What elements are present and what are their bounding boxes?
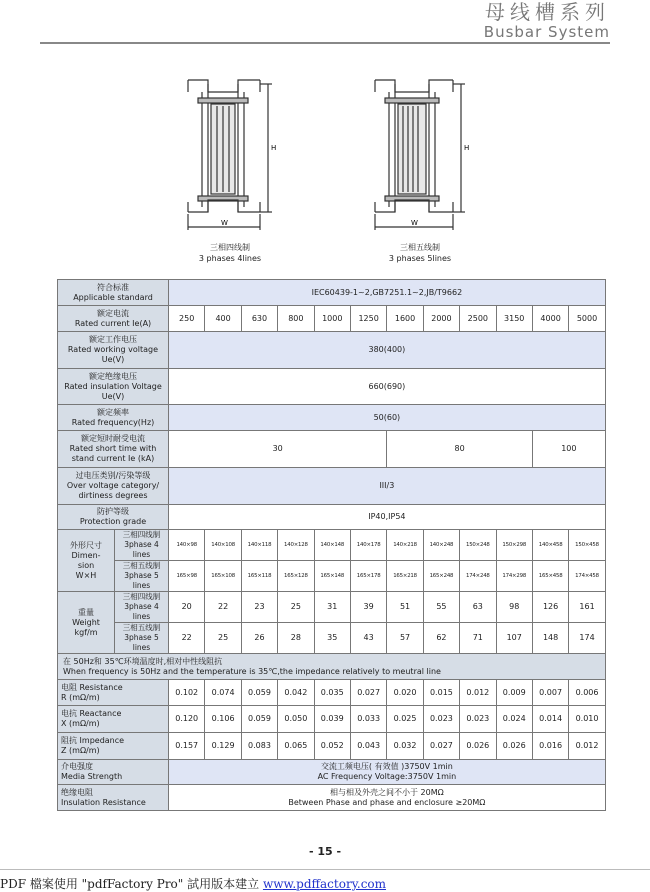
weight-value: 98: [496, 592, 532, 623]
impedance-value: 0.129: [205, 733, 241, 760]
impedance-value: 0.043: [350, 733, 386, 760]
resistance-value: 0.059: [241, 680, 277, 706]
row-frequency: [58, 405, 606, 431]
footer-link[interactable]: www.pdffactory.com: [262, 877, 387, 891]
row-dimension-4-lines: [58, 530, 606, 561]
dimension-value: 165×108: [205, 561, 241, 592]
weight-value: 174: [569, 623, 605, 654]
weight-value: 31: [314, 592, 350, 623]
page-number: - 15 -: [308, 845, 342, 858]
label-overvoltage: 过电压类别/污染等级 Over voltage category/ dirtiness degrees: [58, 468, 169, 505]
dimension-value: 140×128: [278, 530, 314, 561]
resistance-value: 0.035: [314, 680, 350, 706]
row-dimension-5-lines: [58, 561, 606, 592]
dimension-value: 140×218: [387, 530, 423, 561]
caption-en: 3 phases 4lines: [198, 254, 262, 263]
impedance-value: 0.032: [387, 733, 423, 760]
weight-value: 107: [496, 623, 532, 654]
dimension-value: 165×248: [423, 561, 459, 592]
reactance-value: 0.025: [387, 706, 423, 733]
label-dimension-4-lines: 三相四线制 3phase 4 lines: [115, 530, 169, 561]
label-frequency: 额定频率 Rated frequency(Hz): [58, 405, 169, 431]
dimension-value: 140×98: [169, 530, 205, 561]
label-media-strength: 介电强度 Media Strength: [58, 760, 169, 785]
row-insulation-voltage: [58, 369, 606, 405]
footer-text: PDF 檔案使用 "pdfFactory Pro" 試用版本建立: [0, 877, 263, 891]
dimension-value: 150×298: [496, 530, 532, 561]
busbar-4-line-diagram: [178, 72, 282, 242]
weight-value: 55: [423, 592, 459, 623]
current-value: 1250: [350, 306, 386, 332]
current-value: 5000: [569, 306, 605, 332]
row-weight-5-lines: [58, 623, 606, 654]
row-working-voltage: [58, 332, 606, 369]
dimension-value: 165×218: [387, 561, 423, 592]
diagram-caption-5-lines: [365, 242, 475, 264]
footer-rule: [0, 869, 650, 870]
resistance-value: 0.006: [569, 680, 605, 706]
dim-w-label: W: [221, 219, 228, 227]
resistance-value: 0.102: [169, 680, 205, 706]
impedance-value: 0.016: [532, 733, 568, 760]
current-value: 2000: [423, 306, 459, 332]
value-standard: IEC60439-1~2,GB7251.1~2,JB/T9662: [169, 280, 606, 306]
row-insulation-resistance: [58, 785, 606, 811]
dim-h-label: H: [271, 144, 277, 152]
impedance-value: 0.052: [314, 733, 350, 760]
specification-table: [57, 279, 606, 811]
impedance-note: 在 50Hz和 35℃环境温度时,相对中性线阻抗 When frequency is 50Hz and the temperature is 35℃,the impedance relatively to meutral line: [58, 654, 606, 680]
row-note: [58, 654, 606, 680]
value-protection: IP40,IP54: [169, 505, 606, 530]
reactance-value: 0.120: [169, 706, 205, 733]
dimension-value: 140×178: [350, 530, 386, 561]
busbar-5-line-diagram: [365, 72, 475, 242]
dimension-value: 174×458: [569, 561, 605, 592]
short-time-value: 80: [387, 431, 533, 468]
weight-value: 22: [169, 623, 205, 654]
dimension-value: 174×248: [460, 561, 496, 592]
resistance-value: 0.015: [423, 680, 459, 706]
weight-value: 39: [350, 592, 386, 623]
weight-value: 71: [460, 623, 496, 654]
current-value: 250: [169, 306, 205, 332]
resistance-value: 0.020: [387, 680, 423, 706]
weight-value: 148: [532, 623, 568, 654]
weight-value: 25: [205, 623, 241, 654]
label-short-time: 额定短时耐受电流 Rated short time with stand current Ie (kA): [58, 431, 169, 468]
reactance-value: 0.023: [460, 706, 496, 733]
impedance-value: 0.157: [169, 733, 205, 760]
dimension-value: 140×118: [241, 530, 277, 561]
reactance-value: 0.106: [205, 706, 241, 733]
resistance-value: 0.012: [460, 680, 496, 706]
dimension-value: 150×248: [460, 530, 496, 561]
row-weight-4-lines: [58, 592, 606, 623]
weight-value: 62: [423, 623, 459, 654]
weight-value: 161: [569, 592, 605, 623]
label-standard: 符合标准 Applicable standard: [58, 280, 169, 306]
resistance-value: 0.007: [532, 680, 568, 706]
dim-h-label: H: [464, 144, 470, 152]
reactance-value: 0.014: [532, 706, 568, 733]
reactance-value: 0.059: [241, 706, 277, 733]
impedance-value: 0.012: [569, 733, 605, 760]
label-weight-5-lines: 三相五线制 3phase 5 lines: [115, 623, 169, 654]
reactance-value: 0.023: [423, 706, 459, 733]
dim-w-label: W: [411, 219, 418, 227]
caption-cn: 三相五线制: [400, 243, 440, 252]
dimension-value: 165×148: [314, 561, 350, 592]
value-insulation-voltage: 660(690): [169, 369, 606, 405]
weight-value: 126: [532, 592, 568, 623]
weight-value: 26: [241, 623, 277, 654]
current-value: 2500: [460, 306, 496, 332]
current-value: 800: [278, 306, 314, 332]
value-media-strength: 交流工频电压( 有效值 )3750V 1min AC Frequency Voltage:3750V 1min: [169, 760, 606, 785]
dimension-value: 140×458: [532, 530, 568, 561]
row-resistance: [58, 680, 606, 706]
impedance-value: 0.026: [460, 733, 496, 760]
page-header: [484, 2, 610, 40]
label-reactance: 电抗 Reactance X (mΩ/m): [58, 706, 169, 733]
short-time-value: 100: [532, 431, 605, 468]
caption-cn: 三相四线制: [210, 243, 250, 252]
weight-value: 22: [205, 592, 241, 623]
label-resistance: 电阻 Resistance R (mΩ/m): [58, 680, 169, 706]
weight-value: 57: [387, 623, 423, 654]
row-rated-current: [58, 306, 606, 332]
weight-value: 63: [460, 592, 496, 623]
reactance-value: 0.024: [496, 706, 532, 733]
weight-value: 51: [387, 592, 423, 623]
weight-value: 28: [278, 623, 314, 654]
value-frequency: 50(60): [169, 405, 606, 431]
caption-en: 3 phases 5lines: [388, 254, 452, 263]
row-standard: [58, 280, 606, 306]
row-impedance: [58, 733, 606, 760]
row-overvoltage: [58, 468, 606, 505]
value-insulation-resistance: 相与相及外壳之间不小于 20MΩ Between Phase and phase and enclosure ≥20MΩ: [169, 785, 606, 811]
header-title-cn: 母线槽系列: [485, 0, 610, 24]
dimension-value: 165×128: [278, 561, 314, 592]
row-protection: [58, 505, 606, 530]
impedance-value: 0.065: [278, 733, 314, 760]
label-weight-4-lines: 三相四线制 3phase 4 lines: [115, 592, 169, 623]
dimension-value: 174×298: [496, 561, 532, 592]
weight-value: 35: [314, 623, 350, 654]
weight-value: 43: [350, 623, 386, 654]
dimension-value: 150×458: [569, 530, 605, 561]
footer: [0, 875, 386, 892]
resistance-value: 0.027: [350, 680, 386, 706]
dimension-value: 165×178: [350, 561, 386, 592]
current-value: 3150: [496, 306, 532, 332]
reactance-value: 0.039: [314, 706, 350, 733]
label-rated-current: 额定电流 Rated current Ie(A): [58, 306, 169, 332]
current-value: 400: [205, 306, 241, 332]
dimension-value: 165×458: [532, 561, 568, 592]
label-working-voltage: 额定工作电压 Rated working voltage Ue(V): [58, 332, 169, 369]
header-title-en: Busbar System: [483, 23, 610, 41]
reactance-value: 0.010: [569, 706, 605, 733]
dimension-value: 165×118: [241, 561, 277, 592]
current-value: 1000: [314, 306, 350, 332]
row-short-time: [58, 431, 606, 468]
row-reactance: [58, 706, 606, 733]
row-media-strength: [58, 760, 606, 785]
weight-value: 25: [278, 592, 314, 623]
impedance-value: 0.027: [423, 733, 459, 760]
value-working-voltage: 380(400): [169, 332, 606, 369]
impedance-value: 0.026: [496, 733, 532, 760]
diagram-caption-4-lines: [178, 242, 282, 264]
dimension-value: 140×148: [314, 530, 350, 561]
label-protection: 防护等级 Protection grade: [58, 505, 169, 530]
label-impedance: 阻抗 Impedance Z (mΩ/m): [58, 733, 169, 760]
current-value: 630: [241, 306, 277, 332]
dimension-value: 140×108: [205, 530, 241, 561]
current-value: 4000: [532, 306, 568, 332]
resistance-value: 0.042: [278, 680, 314, 706]
resistance-value: 0.009: [496, 680, 532, 706]
label-weight: 重量 Weight kgf/m: [58, 592, 115, 654]
resistance-value: 0.074: [205, 680, 241, 706]
label-dimension-5-lines: 三相五线制 3phase 5 lines: [115, 561, 169, 592]
short-time-value: 30: [169, 431, 387, 468]
reactance-value: 0.050: [278, 706, 314, 733]
reactance-value: 0.033: [350, 706, 386, 733]
current-value: 1600: [387, 306, 423, 332]
label-insulation-resistance: 绝缘电阻 Insulation Resistance: [58, 785, 169, 811]
weight-value: 23: [241, 592, 277, 623]
label-insulation-voltage: 额定绝缘电压 Rated insulation Voltage Ue(V): [58, 369, 169, 405]
label-dimension: 外形尺寸 Dimen- sion W×H: [58, 530, 115, 592]
weight-value: 20: [169, 592, 205, 623]
header-rule: [40, 42, 610, 44]
value-overvoltage: III/3: [169, 468, 606, 505]
impedance-value: 0.083: [241, 733, 277, 760]
dimension-value: 140×248: [423, 530, 459, 561]
dimension-value: 165×98: [169, 561, 205, 592]
